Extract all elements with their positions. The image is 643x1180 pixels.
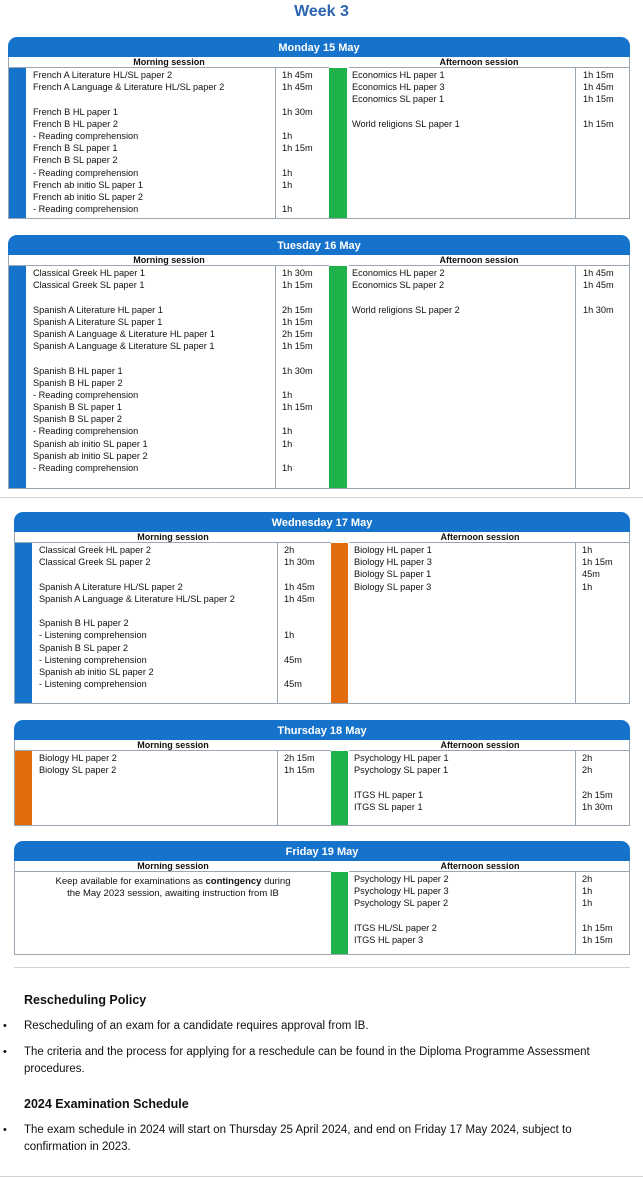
afternoon-session-label: Afternoon session bbox=[440, 532, 520, 542]
line-item: French A Literature HL/SL paper 2 bbox=[33, 70, 173, 80]
afternoon-subjects bbox=[352, 267, 460, 316]
afternoon-color-bar bbox=[331, 751, 348, 825]
line-item: 1h bbox=[284, 630, 295, 641]
line-item: - Reading comprehension bbox=[33, 463, 139, 473]
line-item: 2h 15m bbox=[582, 789, 613, 800]
line-item: Classical Greek SL paper 1 bbox=[33, 280, 145, 291]
line-item: ITGS HL/SL paper 2 bbox=[354, 922, 437, 933]
line-item: Psychology SL paper 2 bbox=[354, 898, 449, 909]
line-item bbox=[39, 605, 235, 617]
line-item: 2h bbox=[582, 765, 593, 776]
line-item: 1h 15m bbox=[583, 70, 614, 80]
line-item: Biology HL paper 1 bbox=[354, 545, 432, 555]
schedule-2024-heading: 2024 Examination Schedule bbox=[24, 1097, 189, 1111]
line-item: Spanish ab initio SL paper 2 bbox=[39, 666, 154, 677]
line-item: 1h 15m bbox=[582, 922, 613, 933]
line-item bbox=[354, 910, 449, 922]
line-item: 1h 15m bbox=[282, 143, 313, 154]
line-item bbox=[282, 93, 313, 105]
line-item: Biology SL paper 1 bbox=[354, 569, 432, 580]
line-item bbox=[582, 910, 613, 922]
line-item bbox=[33, 93, 224, 105]
line-item: 1h 15m bbox=[583, 94, 614, 105]
line-item bbox=[583, 106, 614, 118]
afternoon-times bbox=[582, 752, 613, 813]
line-item bbox=[284, 666, 315, 678]
morning-session-label: Morning session bbox=[137, 861, 209, 871]
line-item: 1h 45m bbox=[282, 82, 313, 93]
line-item: Economics HL paper 1 bbox=[352, 70, 445, 80]
day-header: Monday 15 May bbox=[8, 37, 630, 57]
day-wednesday bbox=[14, 512, 630, 704]
line-item: Economics HL paper 2 bbox=[352, 268, 445, 278]
line-item: Spanish A Literature HL paper 1 bbox=[33, 304, 163, 315]
afternoon-session-label: Afternoon session bbox=[440, 740, 520, 750]
afternoon-subjects bbox=[354, 544, 432, 593]
day-header: Wednesday 17 May bbox=[14, 512, 630, 532]
morning-color-bar bbox=[9, 68, 26, 218]
line-item: Spanish B HL paper 2 bbox=[33, 377, 123, 388]
line-item: 1h bbox=[282, 167, 293, 178]
line-item: Spanish B HL paper 1 bbox=[33, 365, 123, 376]
line-item: 1h 15m bbox=[582, 557, 613, 568]
afternoon-subjects bbox=[354, 873, 449, 946]
line-item: Economics SL paper 2 bbox=[352, 280, 445, 291]
line-item: 1h 30m bbox=[282, 268, 313, 278]
line-item: - Reading comprehension bbox=[33, 130, 139, 141]
line-item: Psychology HL paper 1 bbox=[354, 753, 449, 763]
line-item: Spanish A Literature SL paper 1 bbox=[33, 316, 163, 327]
line-item: 1h bbox=[282, 426, 293, 437]
morning-times bbox=[284, 544, 315, 690]
afternoon-session-label: Afternoon session bbox=[440, 861, 520, 871]
day-tuesday bbox=[8, 235, 630, 489]
morning-color-bar bbox=[9, 266, 26, 488]
afternoon-color-bar bbox=[331, 872, 348, 954]
line-item: 2h bbox=[582, 874, 593, 884]
line-item: - Reading comprehension bbox=[33, 389, 139, 400]
day-friday bbox=[14, 841, 630, 955]
line-item: World religions SL paper 1 bbox=[352, 118, 460, 129]
line-item bbox=[282, 118, 313, 130]
line-item: ITGS SL paper 1 bbox=[354, 801, 423, 812]
line-item: Spanish A Language & Literature HL paper 1 bbox=[33, 328, 216, 339]
morning-times bbox=[284, 752, 315, 776]
line-item: 1h bbox=[282, 130, 293, 141]
line-item bbox=[282, 413, 313, 425]
line-item bbox=[282, 291, 313, 303]
line-item: 45m bbox=[582, 569, 600, 580]
afternoon-session-label: Afternoon session bbox=[439, 57, 519, 67]
line-item: French B SL paper 1 bbox=[33, 143, 118, 154]
line-item: Biology SL paper 3 bbox=[354, 581, 432, 592]
line-item: 1h 30m bbox=[583, 304, 614, 315]
line-item bbox=[33, 352, 215, 364]
line-item: 1h bbox=[282, 179, 293, 190]
day-grid bbox=[14, 740, 630, 826]
day-monday bbox=[8, 37, 630, 219]
line-item: Classical Greek SL paper 2 bbox=[39, 557, 151, 568]
line-item bbox=[282, 154, 313, 166]
morning-color-bar bbox=[15, 543, 32, 703]
line-item bbox=[282, 191, 313, 203]
line-item bbox=[284, 617, 315, 629]
contingency-emphasis: contingency bbox=[205, 876, 262, 887]
line-item: Classical Greek HL paper 2 bbox=[39, 545, 151, 555]
line-item: Biology HL paper 3 bbox=[354, 557, 432, 568]
line-item: Spanish B SL paper 2 bbox=[39, 642, 129, 653]
day-header: Thursday 18 May bbox=[14, 720, 630, 740]
line-item: 1h 15m bbox=[582, 934, 613, 945]
morning-subjects bbox=[39, 544, 235, 690]
line-item: 1h 15m bbox=[282, 316, 313, 327]
afternoon-times bbox=[583, 267, 614, 316]
line-item bbox=[33, 291, 215, 303]
afternoon-color-bar bbox=[329, 68, 347, 218]
line-item: Spanish A Language & Literature HL/SL paper 2 bbox=[39, 593, 235, 604]
line-item: 1h 15m bbox=[282, 341, 313, 352]
line-item: 45m bbox=[284, 679, 302, 690]
line-item bbox=[284, 605, 315, 617]
line-item: - Listening comprehension bbox=[39, 679, 147, 690]
line-item: French B HL paper 1 bbox=[33, 106, 118, 117]
line-item: French A Language & Literature HL/SL paper 2 bbox=[33, 82, 225, 93]
afternoon-color-bar bbox=[329, 266, 347, 488]
line-item: Psychology SL paper 1 bbox=[354, 765, 449, 776]
line-item: 1h bbox=[282, 389, 293, 400]
line-item: Spanish B SL paper 1 bbox=[33, 402, 123, 413]
line-item bbox=[282, 450, 313, 462]
line-item: 1h 30m bbox=[282, 365, 313, 376]
line-item: Classical Greek HL paper 1 bbox=[33, 268, 145, 278]
afternoon-times bbox=[582, 873, 613, 946]
rescheduling-policy-heading: Rescheduling Policy bbox=[24, 993, 147, 1007]
line-item: 2h bbox=[582, 753, 593, 763]
line-item: Spanish ab initio SL paper 1 bbox=[33, 438, 148, 449]
line-item: ITGS HL paper 1 bbox=[354, 789, 424, 800]
line-item: 1h bbox=[582, 898, 593, 909]
line-item: Economics SL paper 1 bbox=[352, 94, 445, 105]
line-item: Spanish A Literature HL/SL paper 2 bbox=[39, 581, 183, 592]
line-item: Economics HL paper 3 bbox=[352, 82, 445, 93]
morning-times bbox=[282, 69, 313, 215]
line-item: 1h bbox=[282, 204, 293, 215]
morning-subjects bbox=[39, 752, 117, 776]
line-item: 1h 15m bbox=[282, 402, 313, 413]
line-item bbox=[282, 377, 313, 389]
afternoon-color-bar bbox=[331, 543, 348, 703]
line-item: 1h 45m bbox=[583, 280, 614, 291]
afternoon-subjects bbox=[352, 69, 460, 130]
line-item: 1h 45m bbox=[284, 581, 315, 592]
contingency-note: Keep available for examinations as contingency during the May 2023 session, awaiting instruction from IB bbox=[55, 876, 291, 899]
afternoon-session-label: Afternoon session bbox=[439, 255, 519, 265]
line-item: 1h 15m bbox=[282, 280, 313, 291]
line-item bbox=[352, 106, 460, 118]
line-item: 1h 45m bbox=[282, 70, 313, 80]
day-header: Friday 19 May bbox=[14, 841, 630, 861]
afternoon-subjects bbox=[354, 752, 449, 813]
line-item: Psychology HL paper 3 bbox=[354, 886, 449, 897]
morning-color-bar bbox=[15, 751, 32, 825]
line-item: - Reading comprehension bbox=[33, 204, 139, 215]
line-item bbox=[582, 776, 613, 788]
line-item: Biology HL paper 2 bbox=[39, 753, 117, 763]
line-item: 1h bbox=[582, 545, 593, 555]
line-item: 2h 15m bbox=[282, 304, 313, 315]
week-title: Week 3 bbox=[294, 3, 349, 20]
line-item: - Listening comprehension bbox=[39, 654, 147, 665]
line-item: ITGS HL paper 3 bbox=[354, 934, 424, 945]
line-item bbox=[354, 776, 449, 788]
line-item bbox=[352, 291, 460, 303]
morning-subjects bbox=[33, 69, 224, 215]
line-item: 1h bbox=[582, 581, 593, 592]
line-item bbox=[282, 352, 313, 364]
day-grid bbox=[8, 57, 630, 219]
line-item: 1h 15m bbox=[583, 118, 614, 129]
morning-session-label: Morning session bbox=[133, 255, 205, 265]
line-item: 1h 30m bbox=[582, 801, 613, 812]
line-item bbox=[284, 568, 315, 580]
line-item: French ab initio SL paper 2 bbox=[33, 191, 143, 202]
morning-session-label: Morning session bbox=[133, 57, 205, 67]
schedule-2024-bullet: • The exam schedule in 2024 will start on Thursday 25 April 2024, and end on Friday 17 May 2024, subject to confirmation in 2023. bbox=[3, 1124, 572, 1153]
line-item: French B HL paper 2 bbox=[33, 118, 118, 129]
morning-times bbox=[282, 267, 313, 474]
policy-bullet: • Rescheduling of an exam for a candidate requires approval from IB. bbox=[3, 1020, 369, 1032]
line-item: Spanish ab initio SL paper 2 bbox=[33, 450, 148, 461]
line-item: 2h bbox=[284, 545, 295, 555]
line-item: 45m bbox=[284, 654, 302, 665]
morning-session-label: Morning session bbox=[137, 740, 209, 750]
line-item: French ab initio SL paper 1 bbox=[33, 179, 143, 190]
line-item: 1h 45m bbox=[583, 82, 614, 93]
morning-session-label: Morning session bbox=[137, 532, 209, 542]
line-item: - Reading comprehension bbox=[33, 426, 139, 437]
line-item bbox=[39, 568, 235, 580]
line-item: 1h 30m bbox=[282, 106, 313, 117]
line-item: 1h 15m bbox=[284, 765, 315, 776]
line-item: Spanish B HL paper 2 bbox=[39, 618, 129, 629]
morning-subjects bbox=[33, 267, 215, 474]
line-item: Biology SL paper 2 bbox=[39, 765, 117, 776]
line-item: 1h bbox=[582, 886, 593, 897]
line-item: 2h 15m bbox=[284, 753, 315, 763]
line-item: 1h 45m bbox=[583, 268, 614, 278]
line-item: Spanish B SL paper 2 bbox=[33, 414, 123, 425]
day-thursday bbox=[14, 720, 630, 826]
day-header: Tuesday 16 May bbox=[8, 235, 630, 255]
line-item: 1h 30m bbox=[284, 557, 315, 568]
line-item: 2h 15m bbox=[282, 328, 313, 339]
day-grid bbox=[14, 861, 630, 955]
afternoon-times bbox=[583, 69, 614, 130]
line-item: - Listening comprehension bbox=[39, 630, 147, 641]
day-grid bbox=[8, 255, 630, 489]
line-item: - Reading comprehension bbox=[33, 167, 139, 178]
line-item: 1h bbox=[282, 463, 293, 473]
line-item: Psychology HL paper 2 bbox=[354, 874, 449, 884]
afternoon-times bbox=[582, 544, 613, 593]
line-item: 1h bbox=[282, 438, 293, 449]
day-grid bbox=[14, 532, 630, 704]
line-item: World religions SL paper 2 bbox=[352, 304, 460, 315]
policy-bullet: • The criteria and the process for applying for a reschedule can be found in the Diploma Programme Assessment procedures. bbox=[3, 1046, 590, 1075]
line-item bbox=[583, 291, 614, 303]
line-item: 1h 45m bbox=[284, 593, 315, 604]
line-item bbox=[284, 642, 315, 654]
line-item: Spanish A Language & Literature SL paper 1 bbox=[33, 341, 215, 352]
line-item: French B SL paper 2 bbox=[33, 155, 118, 166]
